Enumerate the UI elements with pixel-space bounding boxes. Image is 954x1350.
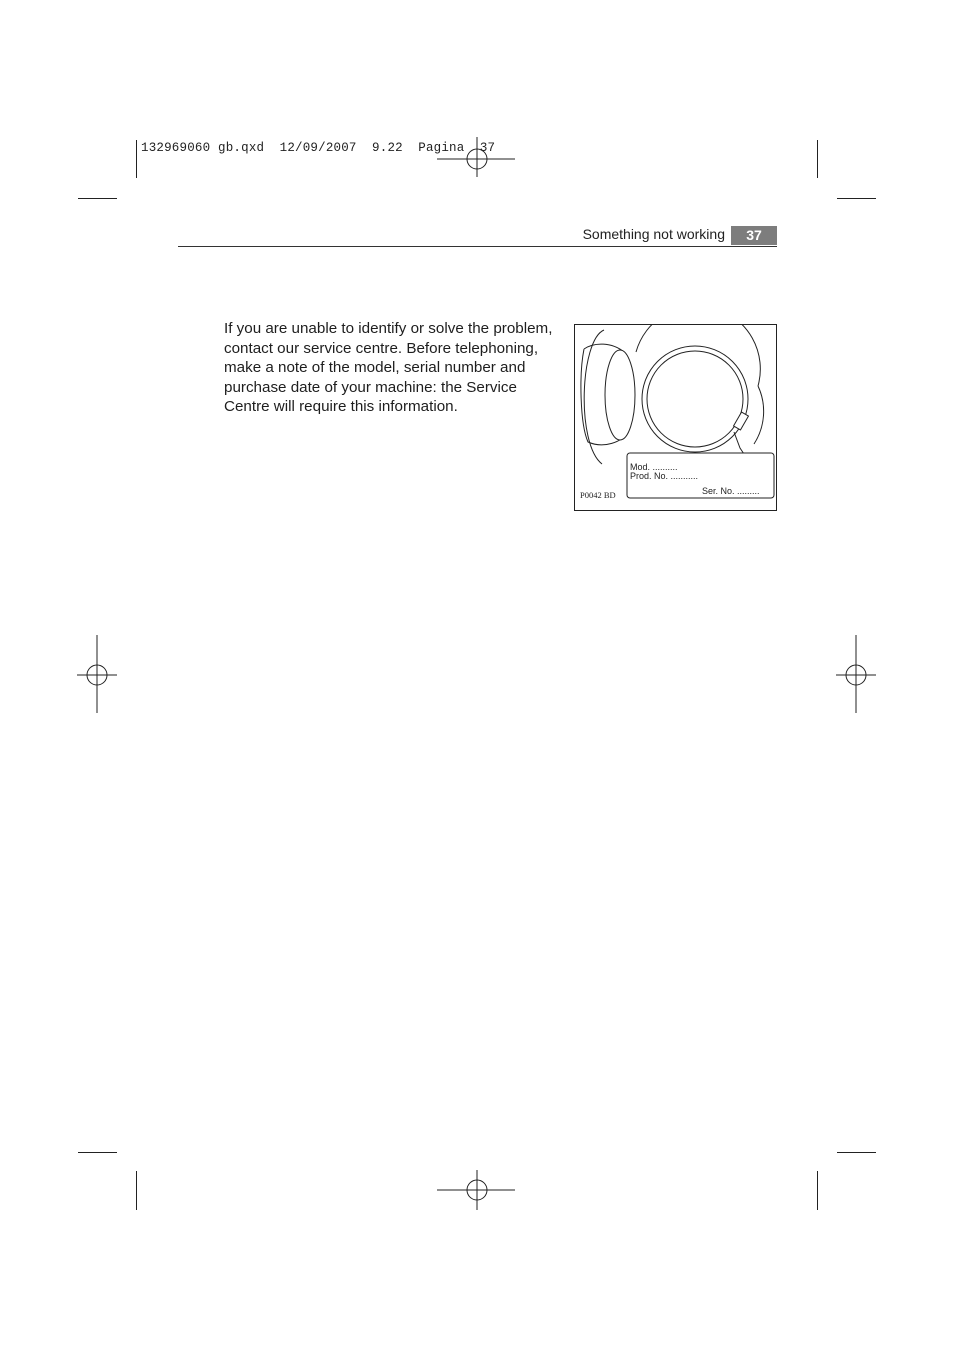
crop-mark xyxy=(136,1171,137,1210)
section-title: Something not working xyxy=(582,226,725,242)
rating-plate-illustration xyxy=(574,324,777,511)
registration-mark-icon xyxy=(437,1150,517,1212)
print-slug: 132969060 gb.qxd 12/09/2007 9.22 Pagina 37 xyxy=(141,141,496,155)
crop-mark xyxy=(817,1171,818,1210)
crop-mark xyxy=(136,140,137,178)
crop-mark xyxy=(817,140,818,178)
registration-mark-icon xyxy=(77,635,119,715)
plate-model: Mod. .......... xyxy=(630,462,678,472)
crop-mark xyxy=(78,198,117,199)
plate-ser-no: Ser. No. ......... xyxy=(702,486,760,496)
registration-mark-icon xyxy=(836,635,878,715)
illustration-code: P0042 BD xyxy=(580,490,616,500)
registration-mark-icon xyxy=(437,119,517,199)
crop-mark xyxy=(837,198,876,199)
crop-mark xyxy=(837,1152,876,1153)
plate-prod-no: Prod. No. ........... xyxy=(630,471,699,481)
crop-mark xyxy=(78,1152,117,1153)
page-number: 37 xyxy=(731,226,777,245)
header-rule xyxy=(178,246,777,247)
body-paragraph: If you are unable to identify or solve the problem, contact our service centre. Before telephoning, make a note of the model, serial number and purchase date of your machine: the Service Centre will require this information. xyxy=(224,320,553,415)
